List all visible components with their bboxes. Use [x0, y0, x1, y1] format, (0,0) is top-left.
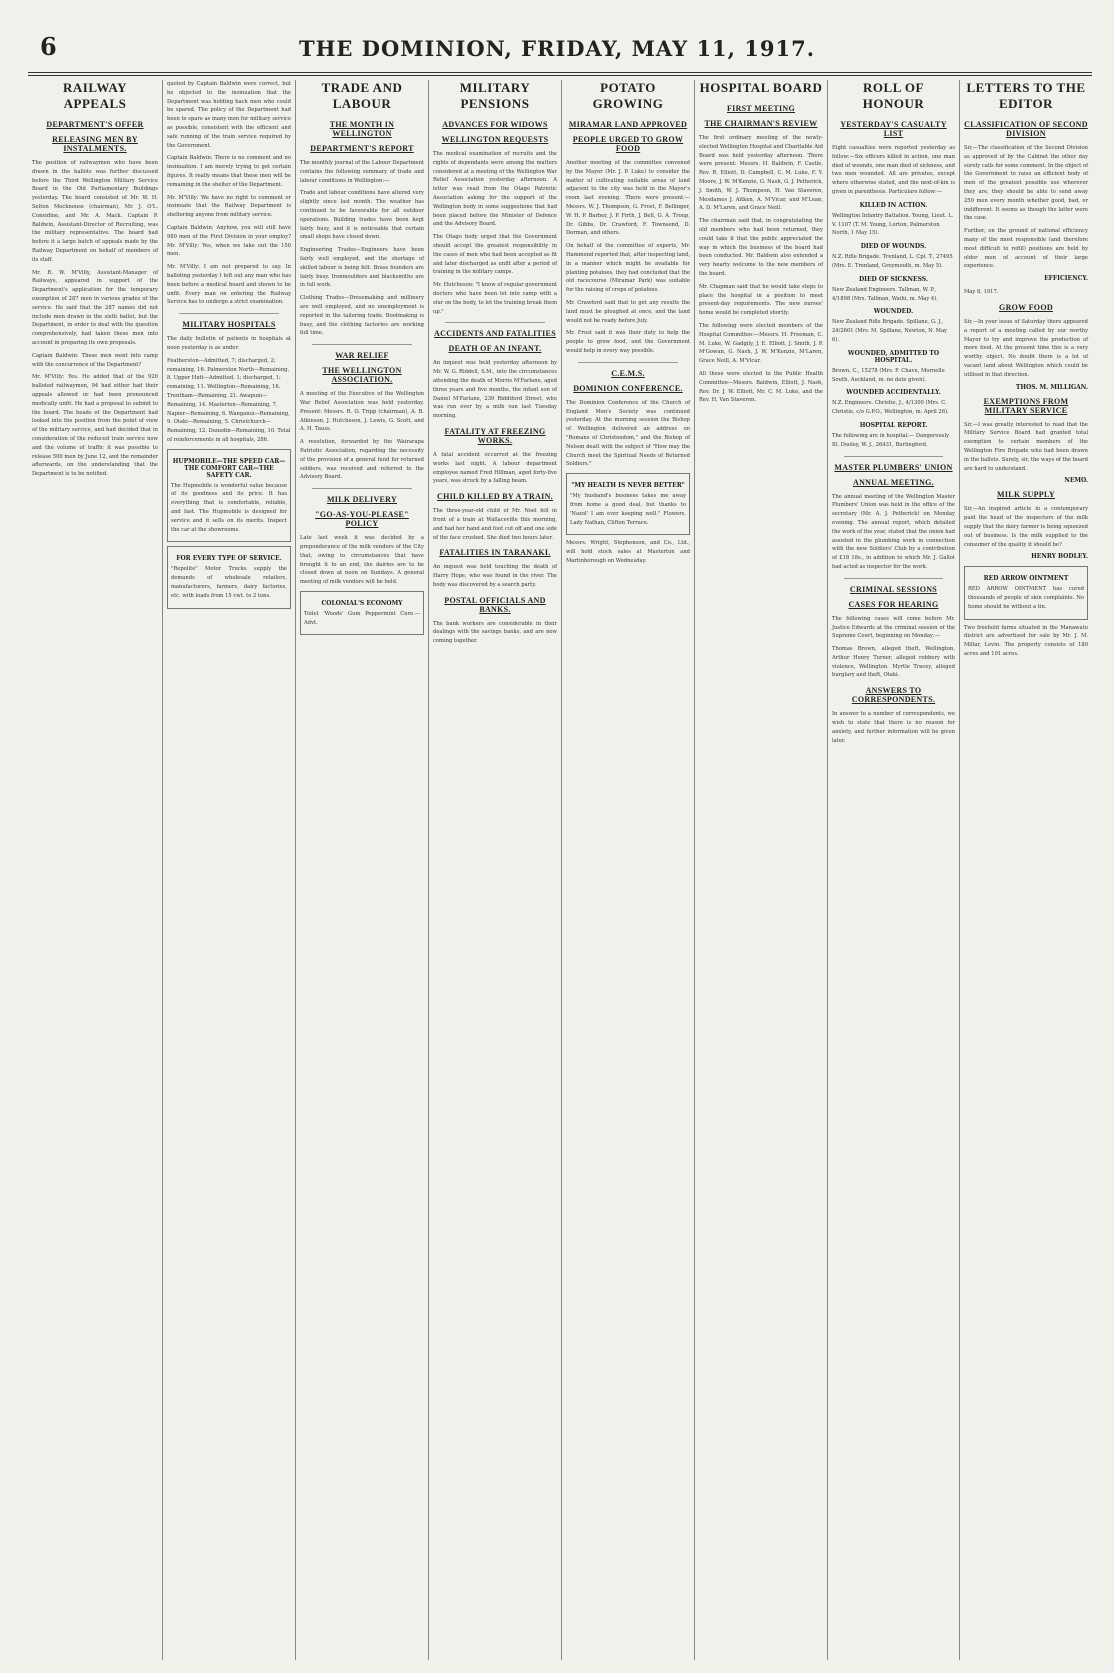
subhead-military-hospitals: MILITARY HOSPITALS [182, 320, 276, 330]
ad-text: RED ARROW OINTMENT has cured thousands of people of skin complaints. No home should be without a tin. [968, 586, 1084, 610]
article-paragraph: The medical examination of recruits and the rights of dependants were among the matters considered at a meeting of the Wellington War Relief Association yesterday afternoon. A letter was read from the Otago Patriotic Association asking for the support of the Wellington body in some suggestions that had been placed before the Minister of Defence and the Advisory Board. [433, 151, 557, 228]
article-paragraph: Eight casualties were reported yesterday as follow:—Six officers killed in action, one man died of wounds, one man died of sickness, and two men wounded. All are privates, except where otherwise stated, and the next-of-kin is given in parenthesis. Particulars follow:— [832, 145, 955, 195]
casualty-entry: The following are in hospital:— Dangerously Ill. Dooley, W. J., 26431, Burlingford. [832, 432, 950, 448]
article-paragraph: Trade and labour conditions have altered very slightly since last month. The weather has continued to be favourable for all outdoor operations. Building trades have been kept fairly busy, and it is noticeable that certain small shops have closed down. [300, 190, 424, 241]
ad-title: COLONIAL'S ECONOMY [321, 599, 403, 607]
advertisement-red-arrow-ointment [964, 566, 1088, 619]
letter-paragraph: Sir,—I was greatly interested to read that the Military Service Board had granted total exemption to certain members of the Wellington Fire Brigade who had been drawn in the ballots. Surely, sir, the ways of the board are hard to understand. [964, 421, 1088, 472]
subhead-milk-supply: MILK SUPPLY [997, 490, 1055, 500]
casualty-heading: DIED OF SICKNESS. [858, 275, 929, 283]
ad-text: Toilet 'Woods' Gum Peppermint Cure.—Advt. [304, 610, 420, 626]
ad-text: "My husband's business takes me away from home a good deal, but thanks to 'Nazol' I am ever keeping well." Flowers, Lady Nathan, Clifton Terrace. [570, 493, 686, 526]
ad-text: The Hupmobile is wonderful value because of its goodness and its price. It has everything that is comfortable, reliable, and fast. The Hupmobile is designed for service and it sells on its merits. Inspect the car at the showrooms. [171, 482, 287, 533]
casualty-heading: WOUNDED ACCIDENTALLY. [846, 389, 941, 397]
section-divider [312, 488, 412, 489]
section-divider [844, 456, 943, 457]
subhead-accidents-and-fatalities: ACCIDENTS AND FATALITIES [434, 329, 556, 339]
casualty-entry: Wellington Infantry Battalion. Young, Lieut. L. V. 1107 (T. M. Young, Lorton, Palmerston North, 1 May 15). [832, 212, 954, 237]
letter-signature: NEMO. [1064, 477, 1088, 485]
article-paragraph: Clothing Trades—Dressmaking and millinery are well employed, and no unemployment is reported in the tailoring trade. Bootmaking is busy, and the clothing factories are working full time. [300, 295, 424, 337]
column-hospital-board [695, 80, 828, 1660]
advertisement-repolite [167, 546, 291, 608]
article-paragraph: Mr. M'Villy: Yes. He added that of the 926 balloted railwaymen, 94 had either had their appeals allowed or had been pronounced medically unfit. He had a proposal to submit to the board. The heads of the Department had looked into the position from the point of view of the military service, and had decided that in consideration of the reduced train service now and the volume of traffic it was possible to release 500 men by June 12, and the remainder afterwards, on the understanding that the Department is to be notified. [32, 374, 158, 478]
column-railway-appeals [28, 80, 163, 1660]
article-paragraph: Mr. Frost said it was their duty to help the people to grow food, and the Government would help in every way possible. [566, 330, 690, 354]
article-paragraph: Mr. M'Villy: We have no right to comment or insinuate that the Railway Department is sheltering anyone from military service. [167, 194, 291, 219]
subhead-wellington-requests: WELLINGTON REQUESTS [441, 135, 549, 144]
subhead-dominion-conference: DOMINION CONFERENCE. [573, 383, 683, 393]
top-rule-2 [28, 75, 1092, 76]
subhead-criminal-sessions: CRIMINAL SESSIONS [849, 584, 938, 594]
ad-title: "MY HEALTH IS NEVER BETTER" [571, 482, 685, 490]
subhead-child-killed-by-train: CHILD KILLED BY A TRAIN. [437, 492, 553, 502]
column-roll-of-honour [828, 80, 960, 1660]
subhead-chairmans-review: THE CHAIRMAN'S REVIEW [704, 119, 818, 128]
casualty-entry: N.Z. Engineers. Christie, J., 4/1300 (Mrs. C. Christie, c/o G.P.O., Wellington, m. April 26). [832, 400, 949, 416]
subhead-grow-food: GROW FOOD [999, 302, 1053, 312]
subhead-fatalities-in-taranaki: FATALITIES IN TARANAKI. [439, 548, 551, 558]
article-paragraph: A fatal accident occurred at the freezing works last night. A labour department employee named Fred Hillman, aged forty-five years, was struck by a falling beam. [433, 451, 557, 485]
article-paragraph: Thomas Brown, alleged theft, Wellington. Arthur Henry Turner, alleged robbery with violence, Wellington. Myrtle Tracey, alleged burglary and theft, Otaki. [832, 646, 955, 679]
subhead-miramar-land: MIRAMAR LAND APPROVED [568, 120, 688, 129]
casualty-entry: New Zealand Engineers. Tallman, W. P., 4/1898 (Mrs. Tallman, Waihi, m. May 4). [832, 286, 938, 302]
article-paragraph: The Dominion Conference of the Church of England Men's Society was continued yesterday. At the morning session the Bishop of Wellington delivered an address on "Romans of Christendom," and the Bishop of Nelson dealt with the subject of "How may the Church meet the Spiritual Needs of Returned Soldiers." [566, 399, 690, 468]
article-paragraph: An inquest was held touching the death of Harry Hope, who was found in the river. The body was discovered by a search party. [433, 564, 557, 588]
article-paragraph: The position of railwaymen who have been drawn in the ballots was further discussed before the Third Wellington Military Service Board in the Old Parliamentary Buildings yesterday. The board consisted of Mr. W. H. Selton Mocknouse (chairman), Mr. J. O'L. Considine, and Mr. A. Mack. Captain P. Baldwin, Assistant-Director of Recruiting, was the military representative. The board had before it a large batch of appeals made by the Railway Department on behalf of members of its staff. [32, 160, 158, 263]
subhead-exemptions-military-service: EXEMPTIONS FROM MILITARY SERVICE [983, 396, 1069, 415]
casualty-entry: New Zealand Rifle Brigade. Spillane, G. J., 24/2601 (Mrs. M. Spillane, Newton, N. May 6). [832, 319, 947, 343]
article-paragraph: Messrs. Wright, Stephenson, and Co., Ltd., will hold stock sales at Masterton and Martinborough on Wednesday. [566, 540, 690, 564]
article-paragraph: A resolution, forwarded by the Wairarapa Patriotic Association, regarding the necessity of the provision of a general fund for returned soldiers, was received and referred to the Advisory Board. [300, 439, 424, 481]
article-paragraph: Mr. Crawford said that to get any results the land must be ploughed at once, and the land would not be ready before July. [566, 299, 690, 324]
newspaper-title: THE DOMINION, FRIDAY, MAY 11, 1917. [298, 36, 816, 61]
article-paragraph: The bank workers are considerable in their dealings with the savings banks, and are now coming together. [433, 620, 557, 645]
subhead-annual-meeting: ANNUAL MEETING. [853, 477, 934, 487]
headline-roll-of-honour: ROLL OF HONOUR [862, 80, 925, 111]
headline-trade-and-labour: TRADE AND LABOUR [321, 80, 403, 111]
subhead-advances-for-widows: ADVANCES FOR WIDOWS [442, 120, 548, 129]
subhead-cems: C.E.M.S. [611, 368, 645, 378]
article-paragraph: The three-year-old child of Mr. Noel fell in front of a train at Wallaceville this morning, and had her hand and foot cut off and one side of the face crushed. She died two hours later. [433, 508, 557, 541]
article-paragraph: quoted by Captain Baldwin were correct, but he objected to the insinuation that the Department was holding back men who could be spared. The policy of the Department had been to spare as many men for military service as possible, consistent with the efficient and safe running of the train service required by the Government. [167, 81, 291, 149]
subhead-postal-officials: POSTAL OFFICIALS AND BANKS. [444, 595, 546, 614]
article-paragraph: The following cases will come before Mr. Justice Edwards at the criminal session of the Supreme Court, beginning on Monday:— [832, 615, 955, 640]
subhead-departments-offer: DEPARTMENT'S OFFER [46, 120, 144, 129]
page-columns [28, 80, 1092, 1660]
subhead-master-plumbers: MASTER PLUMBERS' UNION [834, 462, 953, 472]
subhead-cases-for-hearing: CASES FOR HEARING [848, 599, 939, 609]
subhead-death-of-an-infant: DEATH OF AN INFANT. [448, 344, 542, 354]
casualty-heading: WOUNDED, ADMITTED TO HOSPITAL. [847, 349, 940, 364]
article-paragraph: A meeting of the Executive of the Wellington War Relief Association was held yesterday. Present: Messrs. R. O. Tripp (chairman), A. B. Atkinson, J. Hutcheson, J. Lewis, G. Scott, and A. H. Tauss. [300, 391, 424, 433]
article-paragraph: Captain Baldwin: These men went into camp with the concurrence of the Department? [32, 352, 158, 368]
headline-potato-growing: POTATO GROWING [592, 80, 664, 111]
ad-title: FOR EVERY TYPE OF SERVICE. [176, 555, 282, 563]
letter-date: May 8, 1917. [964, 289, 999, 296]
article-paragraph: The daily bulletin of patients in hospitals at noon yesterday is as under: [167, 336, 291, 351]
ad-title: HUPMOBILE—THE SPEED CAR—THE COMFORT CAR—THE SAFETY CAR. [172, 457, 286, 479]
casualty-heading: WOUNDED. [873, 308, 914, 316]
article-paragraph: Mr. R. W. M'Villy, Assistant-Manager of Railways, appeared in support of the Department's application for the temporary exemption of 287 men in various grades of the service. He said that the 287 names did not include men drawn in the sixth ballot, but the Department, in order to deal with the question comprehensively, had taken these men into account in preparing its own proposals. [32, 269, 158, 346]
article-paragraph: Mr. M'Villy: I am not prepared to say. In balloting yesterday I left out any man who has been before a medical board and shown to be unfit. Every man on entering the Railway Service has to undergo a strict examination. [167, 264, 291, 306]
article-paragraph: Captain Baldwin: There is no comment and no insinuation. I am merely trying to get certain figures. It really means that these men will be remaining in the shelter of the Department. [167, 155, 291, 188]
letter-paragraph: Further, on the ground of national efficiency many of the most responsible (and therefore most difficult to refill) positions are held by older men of account of their large experience. [964, 228, 1088, 270]
letter-signature: THOS. M. MILLIGAN. [1015, 383, 1088, 391]
masthead [0, 30, 1114, 70]
subhead-wellington-association: THE WELLINGTON ASSOCIATION. [322, 366, 402, 385]
article-paragraph: An inquest was held yesterday afternoon by Mr. W. G. Riddell, S.M., into the circumstances attending the death of Morris M'Farlane, aged three years and five months, the infant son of Daniel M'Farlane, 239 Riddiford Street, who was run over by a milk van last Tuesday morning. [433, 360, 557, 420]
article-paragraph: The annual meeting of the Wellington Master Plumbers' Union was held in the office of the secretary (Mr. A. J. Petherick) on Monday evening. The annual report, which detailed the work of the year, stated that the union had assisted in the plumbing work in connection with the new Soldiers' Club by a contribution of £18 18s., in addition to which Mr. J. Gallot had acted as inspector for the work. [832, 493, 955, 570]
article-paragraph: Late last week it was decided by a preponderance of the milk vendors of the City that, owing to circumstances that have brought it to an end, the dairies are to be closed down at noon on Sundays. A general meeting of milk vendors will be held. [300, 535, 424, 586]
letter-signature: HENRY BODLEY. [1031, 553, 1088, 561]
article-paragraph: Two freehold farms situated in the Manawatu district are advertised for sale by Mr. J. M. Millar, Levin. The property consists of 180 acres and 191 acres. [964, 624, 1088, 658]
column-trade-and-labour [296, 80, 429, 1660]
subhead-fatality-freezing-works: FATALITY AT FREEZING WORKS. [444, 426, 546, 445]
section-divider [445, 322, 545, 323]
subhead-first-meeting: FIRST MEETING [727, 104, 795, 113]
subhead-classification-second-division: CLASSIFICATION OF SECOND DIVISION [964, 120, 1088, 138]
hospital-list: Featherston—Admitted, 7; discharged, 2; remaining, 16. Palmerston North—Remaining, 8. Upper Hutt—Admitted, 1; discharged, 1; remaining, 11. Wellington—Remaining, 16. Trentham—Remaining, 21. Awapuni—Remaining, 14. Masterton—Remaining, 7. Napier—Remaining, 6. Wanganui—Remaining, 9. Otaki—Remaining, 5. Christchurch—Remaining, 12. Dunedin—Remaining, 10. Total of reinforcements in all hospitals, 286. [167, 357, 291, 443]
article-paragraph: Mr. Hutcheson: "I know of regular government doctors who have been let into camp with a slur on the body, to let the training break them up." [433, 282, 557, 315]
section-divider [312, 344, 412, 345]
column-letters-to-the-editor [960, 80, 1092, 1660]
article-paragraph: The chairman said that, in congratulating the old members who had been returned, they could take it that the public appreciated the way in which the business of the board had been conducted. Mr. Baldwin also extended a very hearty welcome to the new members of the board. [699, 218, 823, 277]
casualty-entry: N.Z. Rifle Brigade. Trenland, L. Cpl. T., 27495 (Mrs. E. Trenland, Greymouth, m. May 5). [832, 254, 953, 269]
subhead-answers-to-correspondents: ANSWERS TO CORRESPONDENTS. [851, 686, 936, 705]
article-paragraph: All these were elected to the Public Health Committee—Messrs. Baldwin, Elliott, J. Nash, Rev. Dr. J. W. Elliott, Mr. C. M. Luke, and the Rev. H. Van Staveren. [699, 370, 823, 404]
subhead-month-in-wellington: THE MONTH IN WELLINGTON [329, 120, 395, 138]
headline-military-pensions: MILITARY PENSIONS [459, 80, 531, 111]
casualty-heading: DIED OF WOUNDS. [860, 243, 927, 251]
article-paragraph: The monthly journal of the Labour Department contains the following summary of trade and labour conditions in Wellington:— [300, 160, 424, 184]
subhead-war-relief: WAR RELIEF [335, 351, 389, 361]
article-paragraph: In answer to a number of correspondents, we wish to state that there is no reason for anxiety, and further information will be given later. [832, 711, 955, 744]
subhead-milk-delivery: MILK DELIVERY [326, 495, 398, 505]
top-rule [28, 72, 1092, 73]
column-railway-continued [163, 80, 296, 1660]
subhead-departments-report: DEPARTMENT'S REPORT [310, 144, 414, 153]
article-paragraph: Another meeting of the committee convened by the Mayor (Mr. J. P. Luke) to consider the matter of cultivating suitable areas of land adjacent to the city was held in the Mayor's room last evening. There were present:—Messrs. W. J. Thompson, G. Frost, F. Bellinger, W. H. P. Barber, J. P. Firth, J. Bell, G. A. Troup, Dr. Gibbs, Dr. Crawford, F. Townsend, D. Dorman, and others. [566, 160, 690, 237]
article-paragraph: The Otago body urged that the Government should accept the greatest responsibility in the cases of men who had been accepted as fit and later discharged as unfit after a period of training in the military camps. [433, 234, 557, 276]
letter-paragraph: Sir,—In your issue of Saturday there appeared a report of a meeting called by our worthy Mayor to try and improve the production of more food. At the present time this is a very worthy object. No doubt there is a lot of vacant land about Wellington which could be utilised in that direction. [964, 318, 1088, 378]
ad-title: RED ARROW OINTMENT [983, 575, 1069, 583]
casualty-entry: Brown, C., 15278 (Mrs. F. Chave, Mornelle South, Auckland, m. no date given). [832, 367, 945, 383]
casualty-heading: HOSPITAL REPORT. [859, 421, 928, 429]
section-divider [844, 578, 943, 579]
letter-paragraph: Sir,—An inspired article in a contemporary paid the head of the inspectors of the milk supply that the dairy farmer is being squeezed out of business. Is the milk supplied to the consumer of the quality it should be? [964, 506, 1088, 548]
advertisement-colonials [300, 591, 424, 636]
article-paragraph: Captain Baldwin: Anyhow, you will still have 980 men of the First Division in your employ? Mr. M'Villy: Yes, when we take out the 150 men. [167, 224, 291, 258]
article-paragraph: The first ordinary meeting of the newly-elected Wellington Hospital and Charitable Aid Board was held yesterday afternoon. There were present: Messrs. H. Baldwin, F. Castle, Rev. R. Elliott, D. Campbell, C. M. Luke, F. Y. Moore, J. W. M'Kenzie, G. Nash, G. J. Petherick, J. Smith, W. J. Thompson, H. Van Staveren, Mesdames J. Aitken, A. M'Vicar, and M'Lean, A. D. M'Laren, and Grace Neill. [699, 135, 823, 212]
subhead-go-as-you-please: "GO-AS-YOU-PLEASE" POLICY [315, 510, 409, 529]
article-paragraph: The following were elected members of the Hospital Committee:—Messrs. H. Freeman, C. M. Luke, W. Gadgily, J. E. Elliott, J. Smith, J. P. M'Gowan, G. Nash, J. W. M'Kenzie, M'Laren, Grace Neill, A. M'Vicar. [699, 322, 823, 365]
letter-paragraph: Sir,—The classification of the Second Division as approved of by the Cabinet the other day surely calls for some comment. In the object of the Government to raise an efficient body of men of the greatest possible use wherever they are, they should be able to send away 250 men every month whether good, bad, or indifferent. It seems as though the latter were the case. [964, 145, 1088, 222]
headline-railway-appeals: RAILWAY APPEALS [63, 80, 127, 111]
page-number: 6 [40, 32, 57, 61]
section-divider [578, 362, 678, 363]
column-military-pensions [429, 80, 562, 1660]
advertisement-hupmobile [167, 449, 291, 543]
subhead-people-urged: PEOPLE URGED TO GROW FOOD [572, 135, 684, 153]
headline-letters-to-the-editor: LETTERS TO THE EDITOR [966, 80, 1086, 111]
headline-hospital-board: HOSPITAL BOARD [699, 80, 823, 95]
letter-signature: EFFICIENCY. [1044, 275, 1088, 283]
article-paragraph: On behalf of the committee of experts, Mr. Hammond reported that, after inspecting land, in a manner which might be available for planting potatoes, they had concluded that the old racecourse (Miramar Park) was suitable for the raising of crops of potatoes. [566, 243, 690, 294]
casualty-heading: KILLED IN ACTION. [859, 201, 928, 209]
section-divider [179, 313, 279, 314]
article-paragraph: Mr. Chapman said that he would take steps to place the hospital in a position to meet present-day requirements. The new nurses' home would be completed shortly. [699, 283, 823, 317]
article-paragraph: Engineering Trades—Engineers have been fairly well employed, and the shortage of skilled labour is being felt. Brass founders are fairly busy. Ironmoulders and blacksmiths are in full work. [300, 247, 424, 289]
subhead-casualty-list: YESTERDAY'S CASUALTY LIST [840, 120, 947, 138]
column-potato-growing [562, 80, 695, 1660]
advertisement-nazol [566, 473, 690, 535]
subhead-releasing-men: RELEASING MEN BY INSTALMENTS. [52, 135, 138, 153]
ad-text: "Repolite" Motor Trucks supply the demands of wholesale retailers, manufacturers, farmers, dairy factories, etc. with loads from 15 cwt. to 2 tons. [171, 566, 287, 599]
